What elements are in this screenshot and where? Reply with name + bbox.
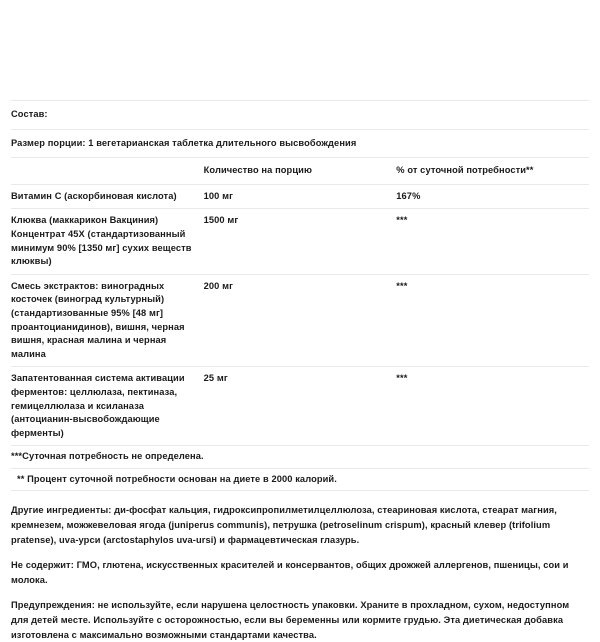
column-header-amount: Количество на порцию [204, 158, 397, 185]
ingredient-daily-value: *** [396, 367, 589, 446]
table-row [11, 209, 589, 274]
table-row-footnote [11, 446, 589, 469]
ingredient-amount: 25 мг [204, 367, 397, 446]
column-header-ingredient [11, 158, 204, 185]
ingredient-name: Клюква (маккарикон Вакциния) Концентрат 45Х (стандартизованный минимум 90% [1350 мг] сухих веществ клюквы) [11, 209, 204, 274]
warnings-paragraph: Предупреждения: не используйте, если нарушена целостность упаковки. Храните в прохладном, сухом, недоступном для детей месте. Используйте с осторожностью, если вы беременны или кормите грудью. Эта диетическая добавка изготовлена с максимально возможными стандартами качества. [11, 600, 570, 640]
label-heading: Состав: [11, 101, 589, 130]
label-paragraphs [0, 491, 600, 642]
ingredient-name: Запатентованная система активации ферментов: целлюлаза, пектиназа, гемицеллюлаза и ксиланаза (антоцианин-высвобождающие ферменты) [11, 367, 204, 446]
table-row [11, 274, 589, 367]
supplement-facts-table [11, 100, 589, 491]
ingredient-name: Витамин С (аскорбиновая кислота) [11, 184, 204, 209]
ingredient-amount: 200 мг [204, 274, 397, 367]
footnote-calorie-basis: ** Процент суточной потребности основан на диете в 2000 калорий. [11, 468, 589, 491]
table-row [11, 367, 589, 446]
footnote-daily-value-undetermined: ***Суточная потребность не определена. [11, 446, 589, 469]
ingredient-daily-value: *** [396, 274, 589, 367]
serving-size-text: Размер порции: 1 вегетарианская таблетка длительного высвобождения [11, 129, 589, 158]
column-header-daily-value: % от суточной потребности** [396, 158, 589, 185]
ingredient-daily-value: *** [396, 209, 589, 274]
ingredient-amount: 1500 мг [204, 209, 397, 274]
table-row-heading [11, 101, 589, 130]
table-header-row [11, 158, 589, 185]
other-ingredients-paragraph: Другие ингредиенты: ди-фосфат кальция, гидроксипропилметилцеллюлоза, стеариновая кислота, стеарат магния, кремнезем, можжевеловая ягода (juniperus communis), петрушка (petroselinum crispum), красный клевер (trifolium pratense), uva-урси (arctostaphylos uva-ursi) и фармацевтическая глазурь. [11, 505, 557, 545]
table-row [11, 184, 589, 209]
table-row-serving-size [11, 129, 589, 158]
ingredient-daily-value: 167% [396, 184, 589, 209]
free-from-paragraph: Не содержит: ГМО, глютена, искусственных красителей и консервантов, общих дрожжей аллергенов, пшеницы, сои и молока. [11, 560, 569, 585]
ingredient-amount: 100 мг [204, 184, 397, 209]
ingredient-name: Смесь экстрактов: виноградных косточек (виноград культурный) (стандартизованные 95% [48 мг] проантоцианидинов), вишня, черная вишня, красная малина и черная малина [11, 274, 204, 367]
table-row-footnote [11, 468, 589, 491]
